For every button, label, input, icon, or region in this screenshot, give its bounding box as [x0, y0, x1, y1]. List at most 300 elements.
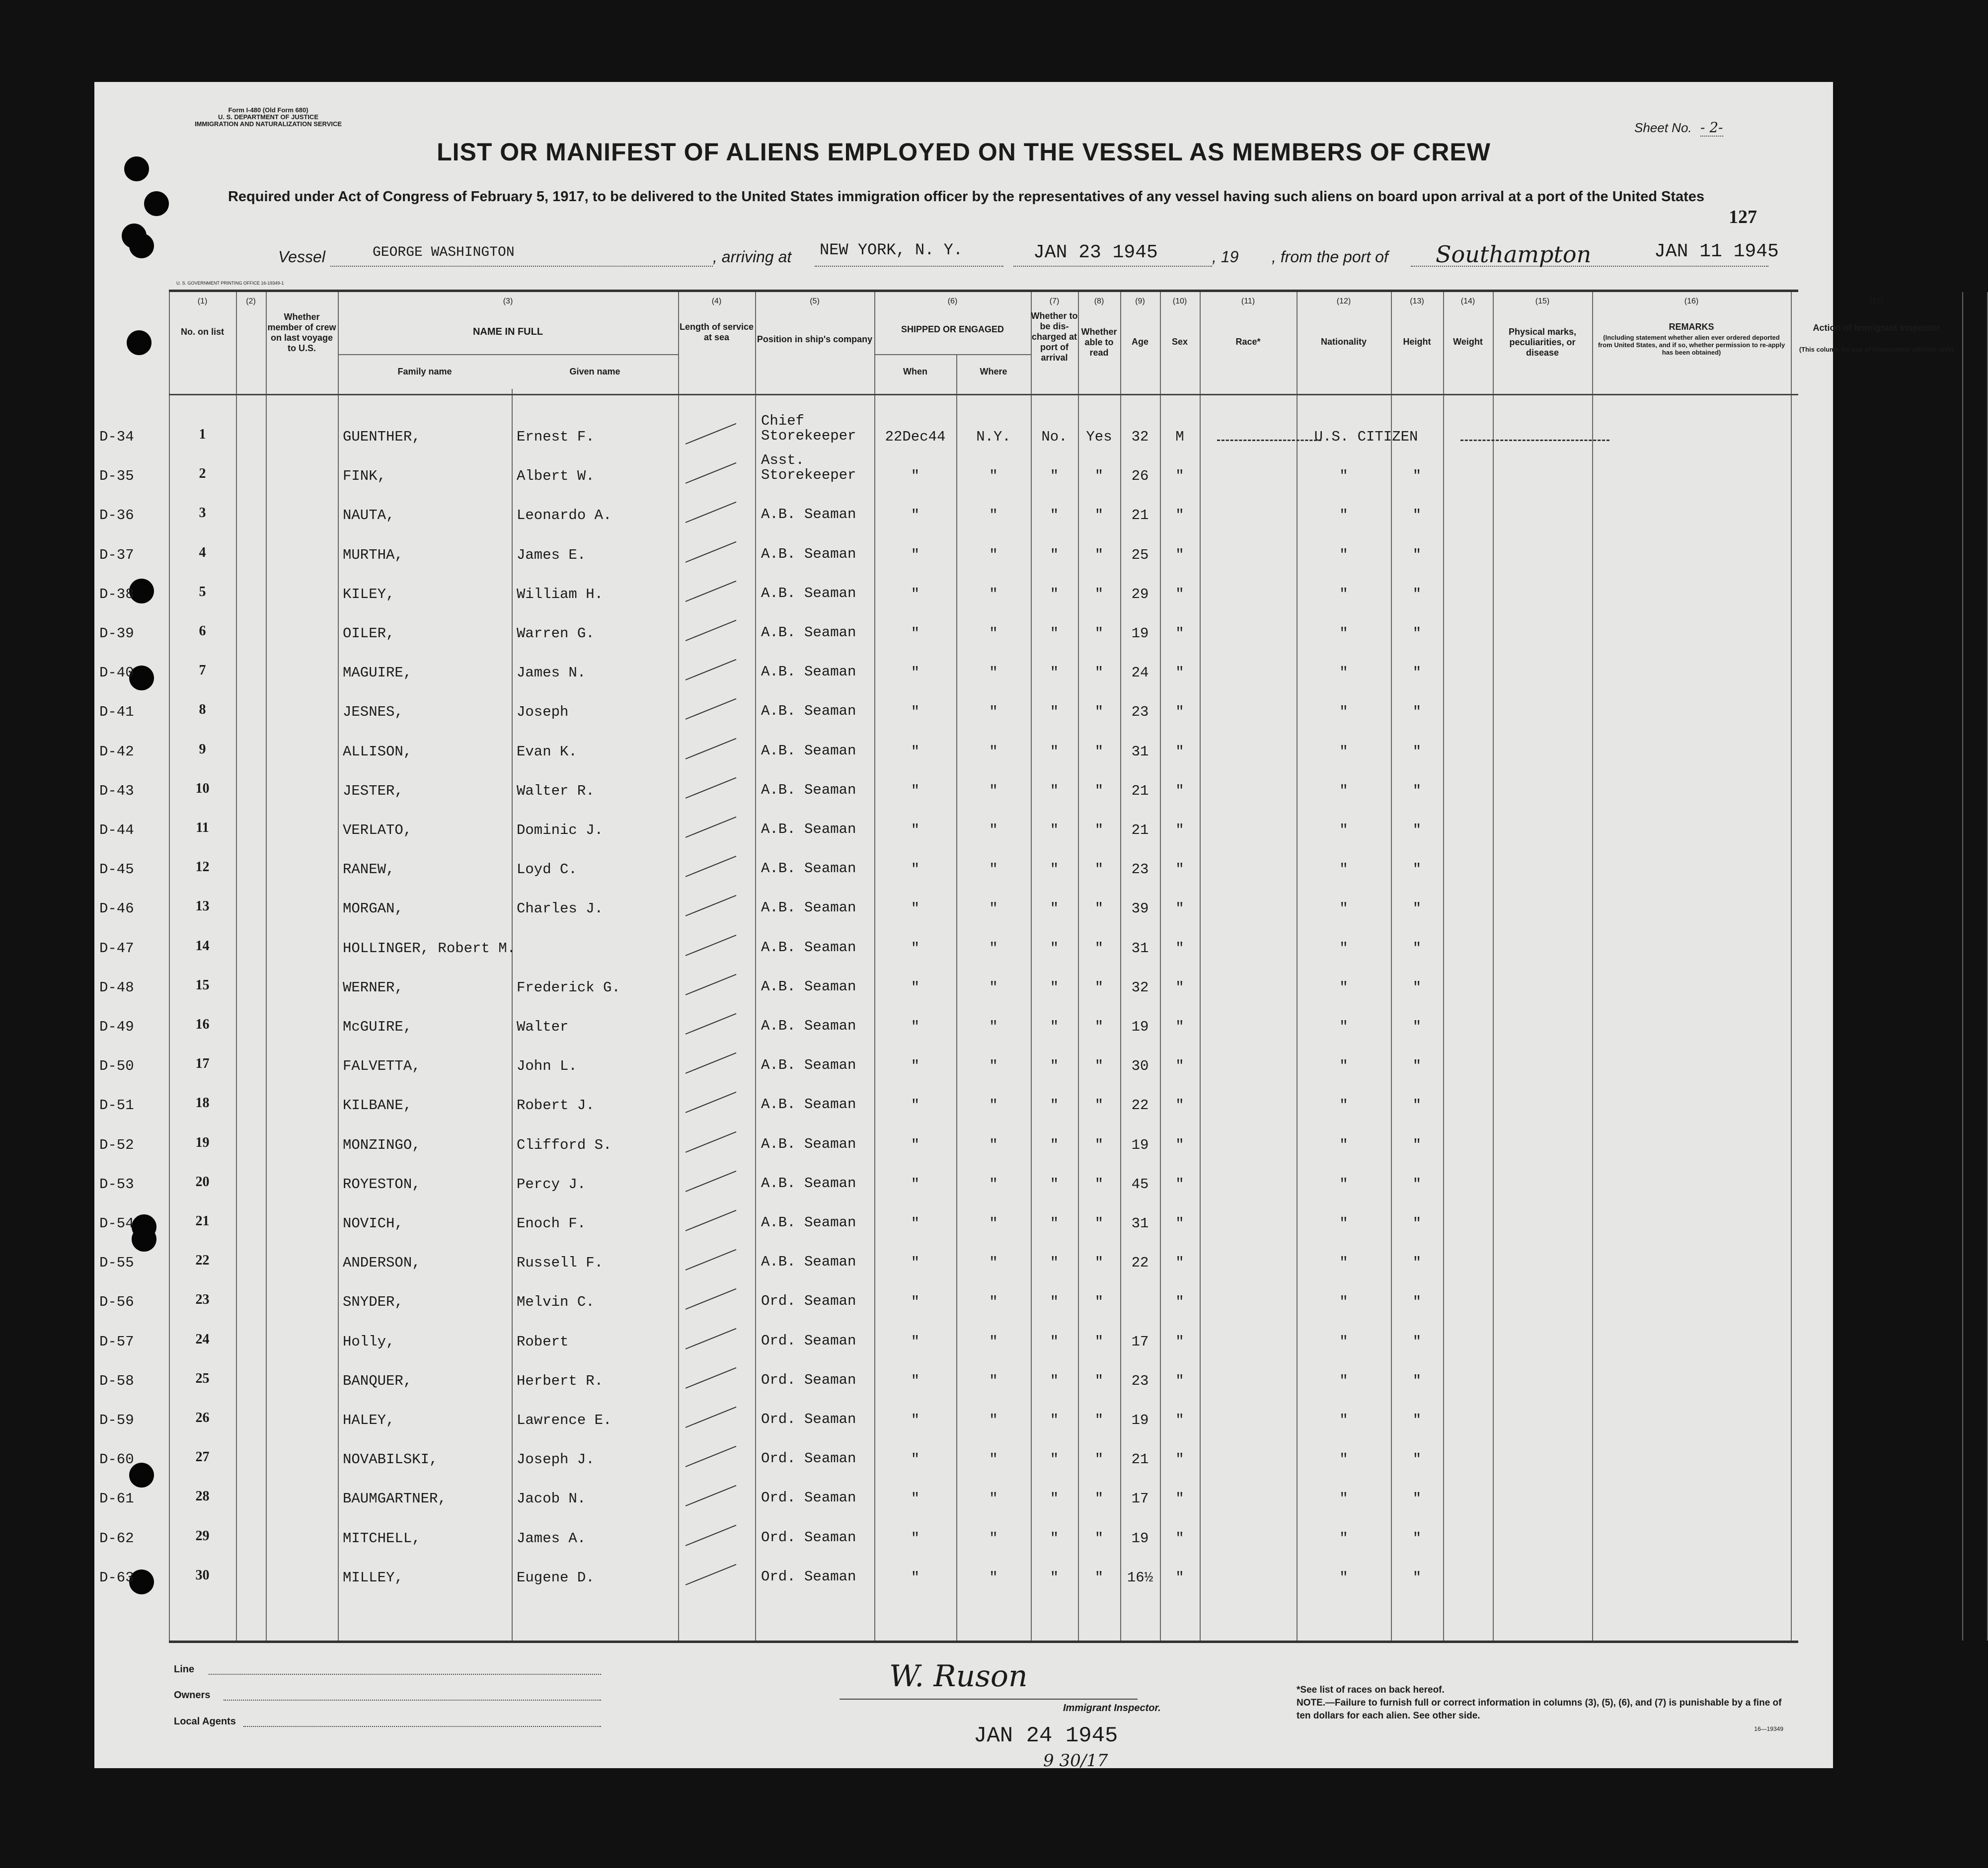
age-value: 30 — [1131, 1058, 1149, 1075]
family-name: HALEY, — [343, 1412, 395, 1428]
discharged-value: " — [1050, 1530, 1059, 1547]
col-family-name: Family name — [397, 367, 452, 376]
family-name: BAUMGARTNER, — [343, 1491, 447, 1507]
discharged-value: " — [1050, 1569, 1059, 1586]
height-value: " — [1412, 1530, 1422, 1547]
sex-value: " — [1175, 940, 1184, 957]
position-value: Chief Storekeeper — [761, 413, 856, 444]
able-read-value: " — [1094, 822, 1104, 838]
row-code: D-39 — [99, 625, 134, 642]
age-value: 16½ — [1127, 1569, 1153, 1586]
service: IMMIGRATION AND NATURALIZATION SERVICE — [194, 120, 342, 128]
age-value: 17 — [1131, 1333, 1149, 1350]
nationality-value: " — [1339, 1136, 1348, 1153]
col-num-1: (1) — [197, 297, 208, 305]
sex-value: " — [1175, 1097, 1184, 1114]
given-name: James N. — [517, 665, 586, 681]
row-code: D-55 — [99, 1255, 134, 1271]
row-code: D-63 — [99, 1569, 134, 1586]
able-read-value: " — [1094, 1019, 1104, 1035]
shipped-when: " — [911, 1372, 920, 1389]
height-value: " — [1412, 1136, 1422, 1153]
nationality-value: " — [1339, 1294, 1348, 1311]
position-value: A.B. Seaman — [761, 978, 856, 995]
departure-date: JAN 11 1945 — [1654, 241, 1779, 262]
family-name: NOVABILSKI, — [343, 1451, 438, 1468]
family-name: MONZINGO, — [343, 1136, 421, 1153]
family-name: KILEY, — [343, 586, 395, 602]
row-number: 22 — [195, 1253, 210, 1269]
row-number: 23 — [195, 1292, 210, 1308]
shipped-where: " — [989, 1097, 998, 1114]
form-code: 16—19349 — [1754, 1725, 1783, 1732]
shipped-where: " — [989, 1530, 998, 1547]
family-name: HOLLINGER, Robert M. — [343, 940, 516, 957]
nationality-value: " — [1339, 743, 1348, 760]
height-value: " — [1412, 1451, 1422, 1468]
sex-value: " — [1175, 1019, 1184, 1035]
able-read-value: " — [1094, 1333, 1104, 1350]
height-value: " — [1412, 1333, 1422, 1350]
family-name: JESTER, — [343, 782, 403, 799]
nationality-value: " — [1339, 1255, 1348, 1271]
height-value: " — [1412, 861, 1422, 878]
table-row — [99, 1528, 1987, 1569]
col-age: Age — [1131, 337, 1148, 347]
discharged-value: " — [1050, 979, 1059, 996]
given-name: Evan K. — [517, 743, 577, 760]
able-read-value: " — [1094, 1136, 1104, 1153]
shipped-where: " — [989, 704, 998, 721]
sex-value: " — [1175, 1333, 1184, 1350]
col-num-4: (4) — [711, 297, 722, 305]
sex-value: M — [1175, 429, 1184, 445]
shipped-when: " — [911, 940, 920, 957]
row-number: 21 — [195, 1213, 210, 1229]
row-number: 30 — [195, 1567, 210, 1583]
punch-hole — [132, 1227, 156, 1252]
row-number: 11 — [196, 820, 209, 835]
sex-value: " — [1175, 822, 1184, 838]
row-code: D-62 — [99, 1530, 134, 1547]
age-value: 32 — [1131, 979, 1149, 996]
table-row — [99, 1213, 1987, 1255]
nationality-value: " — [1339, 900, 1348, 917]
position-value: A.B. Seaman — [761, 1175, 856, 1192]
shipped-when: " — [911, 665, 920, 681]
shipped-where: " — [989, 1569, 998, 1586]
shipped-when: " — [911, 1294, 920, 1311]
vessel-label: Vessel — [278, 248, 325, 266]
able-read-value: " — [1094, 900, 1104, 917]
table-row — [99, 544, 1987, 586]
position-value: Ord. Seaman — [761, 1332, 856, 1349]
row-number: 14 — [195, 938, 210, 954]
age-value: 22 — [1131, 1255, 1149, 1271]
nationality-value: " — [1339, 1019, 1348, 1035]
able-read-value: " — [1094, 1294, 1104, 1311]
position-value: Asst. Storekeeper — [761, 452, 856, 484]
able-read-value: " — [1094, 704, 1104, 721]
position-value: A.B. Seaman — [761, 860, 856, 877]
nationality-value: " — [1339, 704, 1348, 721]
col-num-5: (5) — [810, 297, 820, 305]
row-number: 7 — [199, 663, 206, 678]
from-label: , from the port of — [1272, 248, 1388, 266]
col-shipped-engaged: SHIPPED OR ENGAGED — [901, 324, 1004, 334]
height-value: " — [1412, 1176, 1422, 1193]
arriving-port: NEW YORK, N. Y. — [820, 241, 963, 259]
given-name: Walter R. — [517, 782, 595, 799]
table-row — [99, 702, 1987, 743]
able-read-value: " — [1094, 1215, 1104, 1232]
able-read-value: " — [1094, 743, 1104, 760]
arriving-label: , arriving at — [713, 248, 792, 266]
col-num-3: (3) — [503, 297, 513, 305]
vessel-row — [94, 241, 1833, 271]
col-num-12: (12) — [1336, 297, 1351, 305]
shipped-where: " — [989, 1176, 998, 1193]
family-name: ANDERSON, — [343, 1255, 421, 1271]
inspector-label: Immigrant Inspector. — [1063, 1703, 1161, 1714]
sex-value: " — [1175, 1412, 1184, 1428]
year-label: , 19 — [1212, 248, 1239, 266]
able-read-value: " — [1094, 1530, 1104, 1547]
sex-value: " — [1175, 1294, 1184, 1311]
family-name: ALLISON, — [343, 743, 412, 760]
given-name: Russell F. — [517, 1255, 604, 1271]
col-discharged: Whether to be dis-charged at port of arrival — [1031, 311, 1078, 363]
discharged-value: " — [1050, 1333, 1059, 1350]
row-number: 12 — [195, 859, 210, 875]
col-weight: Weight — [1453, 337, 1483, 347]
shipped-when: " — [911, 1097, 920, 1114]
able-read-value: " — [1094, 507, 1104, 524]
page-number: 127 — [1729, 207, 1757, 227]
sex-value: " — [1175, 468, 1184, 485]
position-value: Ord. Seaman — [761, 1490, 856, 1506]
shipped-when: " — [911, 1451, 920, 1468]
shipped-where: " — [989, 940, 998, 957]
table-row — [99, 505, 1987, 546]
able-read-value: " — [1094, 1176, 1104, 1193]
row-code: D-60 — [99, 1451, 134, 1468]
dash-line — [1217, 440, 1321, 441]
age-value: 25 — [1131, 546, 1149, 563]
nationality-value: " — [1339, 1176, 1348, 1193]
family-name: RANEW, — [343, 861, 395, 878]
table-row — [99, 452, 1987, 507]
col-where: Where — [980, 367, 1007, 376]
height-value: " — [1412, 625, 1422, 642]
dash-line — [1460, 440, 1609, 441]
shipped-when: " — [911, 625, 920, 642]
col-remarks: REMARKS — [1669, 322, 1714, 332]
sex-value: " — [1175, 1372, 1184, 1389]
col-remarks-note: (Including statement whether alien ever ordered deported from United States, and if so, whether permission to re-apply has been obtained) — [1598, 334, 1785, 356]
able-read-value: " — [1094, 1255, 1104, 1271]
shipped-where: " — [989, 1019, 998, 1035]
family-name: MURTHA, — [343, 546, 403, 563]
able-read-value: " — [1094, 1372, 1104, 1389]
given-name: Ernest F. — [517, 429, 595, 445]
table-row — [99, 1134, 1987, 1176]
shipped-where: " — [989, 1412, 998, 1428]
able-read-value: " — [1094, 468, 1104, 485]
age-value: 32 — [1131, 429, 1149, 445]
height-value: " — [1412, 586, 1422, 602]
given-name: Dominic J. — [517, 822, 604, 838]
nationality-value: " — [1339, 1530, 1348, 1547]
position-value: Ord. Seaman — [761, 1568, 856, 1585]
inspection-stamp-time: 9 30/17 — [1043, 1751, 1108, 1771]
races-note: *See list of races on back hereof. — [1297, 1685, 1445, 1695]
discharged-value: " — [1050, 1451, 1059, 1468]
discharged-value: " — [1050, 1215, 1059, 1232]
row-code: D-38 — [99, 586, 134, 602]
age-value: 31 — [1131, 743, 1149, 760]
given-name: Joseph J. — [517, 1451, 595, 1468]
sheet-number — [1634, 119, 1723, 136]
age-value: 23 — [1131, 861, 1149, 878]
given-name: James A. — [517, 1530, 586, 1547]
row-number: 2 — [199, 466, 206, 482]
nationality-value: " — [1339, 1451, 1348, 1468]
nationality-value: " — [1339, 1333, 1348, 1350]
height-value: " — [1412, 822, 1422, 838]
shipped-when: " — [911, 979, 920, 996]
crew-table — [99, 290, 1954, 1643]
sex-value: " — [1175, 625, 1184, 642]
shipped-where: " — [989, 1215, 998, 1232]
col-position: Position in ship's company — [757, 334, 873, 344]
shipped-when: " — [911, 1491, 920, 1507]
family-name: Holly, — [343, 1333, 395, 1350]
inspector-signature: W. Ruson — [889, 1659, 1028, 1694]
height-value: " — [1412, 1372, 1422, 1389]
position-value: A.B. Seaman — [761, 585, 856, 601]
able-read-value: " — [1094, 1451, 1104, 1468]
manifest-sheet — [94, 82, 1954, 1771]
row-number: 18 — [195, 1095, 210, 1111]
position-value: Ord. Seaman — [761, 1450, 856, 1467]
col-no-on-list: No. on list — [181, 327, 224, 337]
discharged-value: " — [1050, 1294, 1059, 1311]
discharged-value: " — [1050, 940, 1059, 957]
given-name: Clifford S. — [517, 1136, 612, 1153]
age-value: 19 — [1131, 1530, 1149, 1547]
table-row — [99, 1174, 1987, 1215]
nationality-value: " — [1339, 1372, 1348, 1389]
given-name: James E. — [517, 546, 586, 563]
height-value: " — [1412, 1097, 1422, 1114]
row-code: D-58 — [99, 1372, 134, 1389]
family-name: NOVICH, — [343, 1215, 403, 1232]
age-value: 31 — [1131, 1215, 1149, 1232]
given-name: Walter — [517, 1019, 569, 1035]
given-name: Percy J. — [517, 1176, 586, 1193]
line-label: Line — [174, 1664, 195, 1675]
family-name: BANQUER, — [343, 1372, 412, 1389]
row-number: 6 — [199, 623, 206, 639]
table-row — [99, 1095, 1987, 1136]
fine-note: NOTE.—Failure to furnish full or correct information in columns (3), (5), (6), and (7) is punishable by a fine of ten dollars for each alien. See other side. — [1297, 1698, 1782, 1721]
family-name: NAUTA, — [343, 507, 395, 524]
nationality-value: " — [1339, 468, 1348, 485]
age-value: 19 — [1131, 1019, 1149, 1035]
row-code: D-46 — [99, 900, 134, 917]
given-name: Charles J. — [517, 900, 604, 917]
given-name: Robert — [517, 1333, 569, 1350]
shipped-where: " — [989, 743, 998, 760]
row-code: D-52 — [99, 1136, 134, 1153]
height-value: " — [1412, 1412, 1422, 1428]
punch-hole — [127, 330, 152, 355]
row-number: 3 — [199, 505, 206, 521]
row-number: 27 — [195, 1449, 210, 1465]
table-row — [99, 413, 1987, 468]
age-value: 39 — [1131, 900, 1149, 917]
check-mark — [686, 423, 737, 445]
row-code: D-43 — [99, 782, 134, 799]
given-name: Jacob N. — [517, 1491, 586, 1507]
nationality-value: " — [1339, 1058, 1348, 1075]
row-number: 9 — [199, 741, 206, 757]
shipped-when: " — [911, 1333, 920, 1350]
able-read-value: " — [1094, 586, 1104, 602]
shipped-when: " — [911, 1058, 920, 1075]
sex-value: " — [1175, 507, 1184, 524]
discharged-value: " — [1050, 1136, 1059, 1153]
discharged-value: " — [1050, 468, 1059, 485]
family-name: ROYESTON, — [343, 1176, 421, 1193]
shipped-where: " — [989, 1491, 998, 1507]
arrival-date: JAN 23 1945 — [1033, 242, 1158, 263]
nationality-value: " — [1339, 586, 1348, 602]
nationality-value: " — [1339, 822, 1348, 838]
position-value: A.B. Seaman — [761, 703, 856, 720]
shipped-where: " — [989, 665, 998, 681]
table-row — [99, 780, 1987, 822]
row-code: D-47 — [99, 940, 134, 957]
col-when: When — [903, 367, 927, 376]
discharged-value: " — [1050, 1176, 1059, 1193]
table-row — [99, 898, 1987, 940]
sex-value: " — [1175, 1530, 1184, 1547]
col-inspector-note: (This column for use of Government officials only) — [1799, 346, 1954, 353]
family-name: MORGAN, — [343, 900, 403, 917]
shipped-where: " — [989, 1372, 998, 1389]
page-title: LIST OR MANIFEST OF ALIENS EMPLOYED ON THE VESSEL AS MEMBERS OF CREW — [437, 138, 1491, 166]
position-value: A.B. Seaman — [761, 664, 856, 680]
row-number: 16 — [195, 1017, 210, 1032]
position-value: Ord. Seaman — [761, 1293, 856, 1310]
col-num-14: (14) — [1460, 297, 1475, 305]
shipped-when: " — [911, 1412, 920, 1428]
row-number: 4 — [199, 544, 206, 560]
sex-value: " — [1175, 1058, 1184, 1075]
department: U. S. DEPARTMENT OF JUSTICE — [218, 113, 318, 121]
position-value: A.B. Seaman — [761, 545, 856, 562]
age-value: 22 — [1131, 1097, 1149, 1114]
shipped-where: " — [989, 1294, 998, 1311]
able-read-value: " — [1094, 1058, 1104, 1075]
row-number: 15 — [195, 977, 210, 993]
given-name: Leonardo A. — [517, 507, 612, 524]
row-number: 20 — [195, 1174, 210, 1190]
shipped-when: " — [911, 507, 920, 524]
discharged-value: " — [1050, 625, 1059, 642]
given-name: Enoch F. — [517, 1215, 586, 1232]
inspection-stamp-date: JAN 24 1945 — [974, 1723, 1118, 1748]
table-row — [99, 1370, 1987, 1412]
from-port: Southampton — [1436, 241, 1592, 268]
position-value: A.B. Seaman — [761, 899, 856, 916]
family-name: KILBANE, — [343, 1097, 412, 1114]
shipped-when: " — [911, 1530, 920, 1547]
discharged-value: " — [1050, 1491, 1059, 1507]
height-value: " — [1412, 940, 1422, 957]
able-read-value: " — [1094, 861, 1104, 878]
position-value: A.B. Seaman — [761, 1214, 856, 1231]
position-value: Ord. Seaman — [761, 1411, 856, 1427]
row-code: D-61 — [99, 1491, 134, 1507]
row-number: 13 — [195, 898, 210, 914]
page-subtitle: Required under Act of Congress of February 5, 1917, to be delivered to the United States immigration officer by the representatives of any vessel having such aliens on board upon arrival at a port of the United States — [228, 189, 1705, 205]
col-last-voyage: Whether member of crew on last voyage to U.S. — [267, 312, 336, 353]
discharged-value: " — [1050, 586, 1059, 602]
able-read-value: " — [1094, 979, 1104, 996]
table-row — [99, 663, 1987, 704]
table-row — [99, 584, 1987, 625]
sex-value: " — [1175, 1451, 1184, 1468]
able-read-value: " — [1094, 1491, 1104, 1507]
given-name: Warren G. — [517, 625, 595, 642]
given-name: John L. — [517, 1058, 577, 1075]
discharged-value: " — [1050, 822, 1059, 838]
family-name: GUENTHER, — [343, 429, 421, 445]
discharged-value: " — [1050, 704, 1059, 721]
height-value: " — [1412, 468, 1422, 485]
given-name: Eugene D. — [517, 1569, 595, 1586]
family-name: McGUIRE, — [343, 1019, 412, 1035]
row-code: D-41 — [99, 704, 134, 721]
age-value: 29 — [1131, 586, 1149, 602]
able-read-value: " — [1094, 940, 1104, 957]
table-row — [99, 1292, 1987, 1333]
age-value: 23 — [1131, 704, 1149, 721]
table-row — [99, 623, 1987, 665]
sex-value: " — [1175, 546, 1184, 563]
nationality-value: " — [1339, 782, 1348, 799]
discharged-value: " — [1050, 1058, 1059, 1075]
sex-value: " — [1175, 704, 1184, 721]
age-value: 31 — [1131, 940, 1149, 957]
sheet-value: - 2- — [1700, 119, 1723, 136]
age-value: 19 — [1131, 1136, 1149, 1153]
punch-hole — [144, 191, 169, 216]
nationality-value: " — [1339, 979, 1348, 996]
shipped-when: " — [911, 586, 920, 602]
age-value: 21 — [1131, 822, 1149, 838]
given-name: Melvin C. — [517, 1294, 595, 1311]
shipped-where: " — [989, 1451, 998, 1468]
height-value: " — [1412, 704, 1422, 721]
given-name: Albert W. — [517, 468, 595, 485]
shipped-when: " — [911, 1176, 920, 1193]
shipped-when: " — [911, 468, 920, 485]
height-value: " — [1412, 1019, 1422, 1035]
